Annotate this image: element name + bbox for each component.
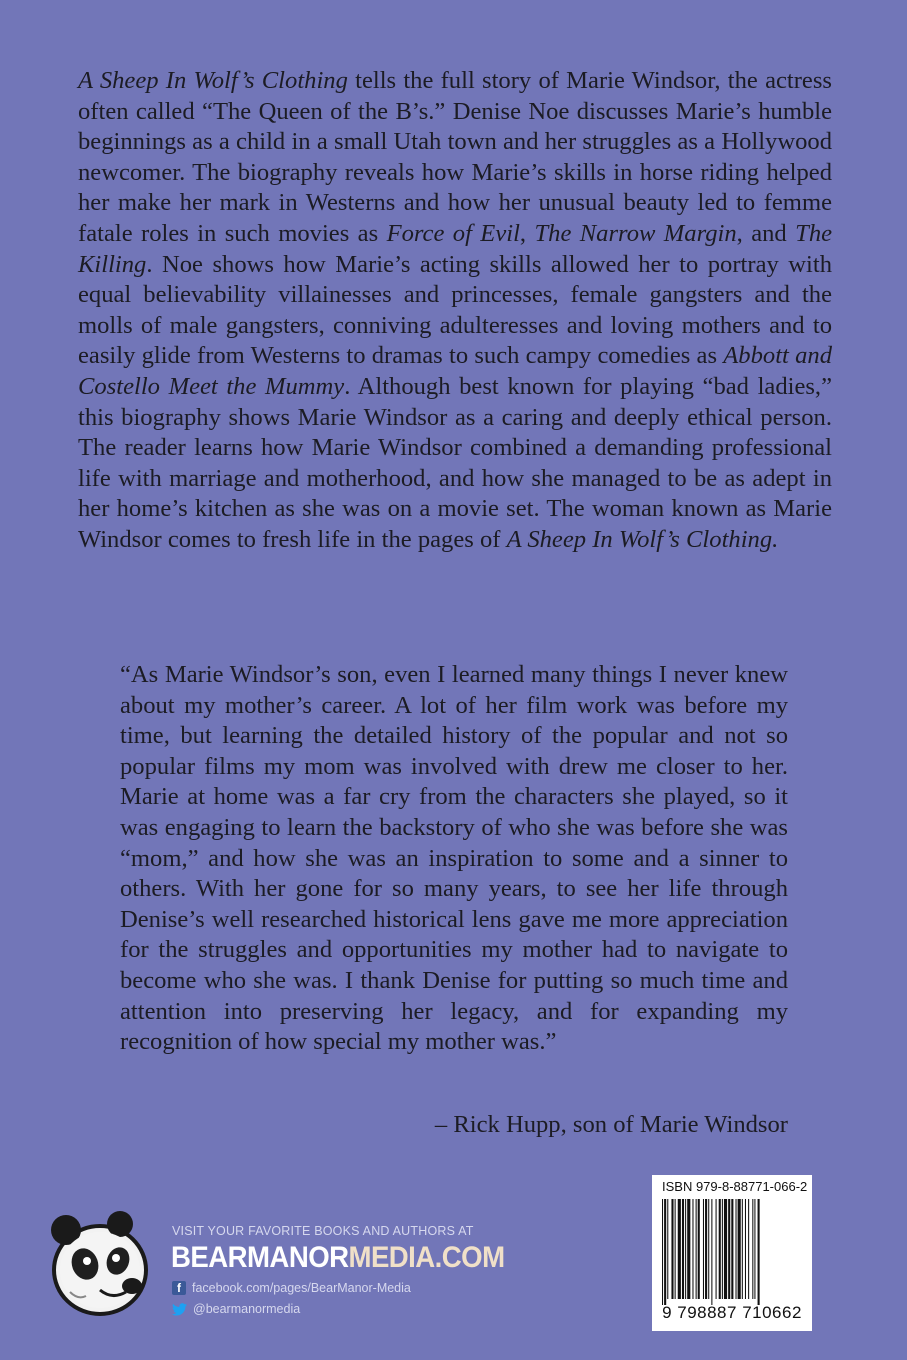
barcode-bar — [698, 1199, 700, 1299]
twitter-handle: @bearmanormedia — [193, 1302, 301, 1316]
barcode-bar — [675, 1199, 676, 1299]
facebook-url: facebook.com/pages/BearManor-Media — [192, 1281, 411, 1295]
barcode-bar — [716, 1199, 717, 1299]
book-description — [78, 66, 832, 556]
barcode-bars — [662, 1199, 802, 1305]
barcode-bar — [671, 1199, 673, 1299]
barcode-bar — [754, 1199, 755, 1299]
description-text: . Although best known for playing “bad ladies,” this biography shows Marie Windsor as a caring and deeply ethical person. The reader learns how Marie Windsor combined a demanding professional life with marriage and motherhood, and how she managed to be as adept in her home’s kitchen as she was on a movie set. The woman known as Marie Windsor comes to fresh life in the pages of — [78, 372, 832, 553]
barcode-bar — [685, 1199, 686, 1299]
publisher-visit-text: VISIT YOUR FAVORITE BOOKS AND AUTHORS AT — [172, 1224, 474, 1238]
barcode-bar — [711, 1199, 712, 1305]
barcode-bar — [696, 1199, 697, 1299]
barcode-bar — [742, 1199, 743, 1299]
film-title: Force of Evil — [386, 219, 520, 247]
book-title: A Sheep In Wolf’s Clothing. — [506, 525, 779, 553]
barcode-bar — [664, 1199, 666, 1305]
book-title: A Sheep In Wolf’s Clothing — [78, 67, 348, 94]
barcode-bar — [667, 1199, 668, 1299]
separator-text: , — [519, 219, 535, 247]
description-text: tells the full story of Marie Windsor, the actress often called “The Queen of the B’s.” Denise Noe discusses Marie’s humble beginnings as a child in a small Utah town and her struggles as a Hollywood newcomer. The biography reveals how Marie’s skills in horse riding helped her make her mark in Westerns and how her unusual beauty led to femme fatale roles in such movies as — [78, 67, 832, 247]
barcode-bar — [678, 1199, 681, 1299]
barcode-bar — [705, 1199, 707, 1299]
barcode-bar — [738, 1199, 741, 1299]
barcode-bar — [708, 1199, 709, 1299]
barcode-bar — [731, 1199, 733, 1299]
brand-part-two: MEDIA.COM — [348, 1241, 505, 1274]
barcode-bar — [719, 1199, 721, 1299]
film-title: The Killing — [78, 219, 833, 278]
isbn-barcode — [652, 1175, 812, 1331]
panda-icon — [40, 1206, 158, 1324]
barcode-digits: 9 798887 710662 — [662, 1303, 802, 1322]
description-text: . Noe shows how Marie’s acting skills allowed her to portray with equal believability villainesses and princesses, female gangsters and the molls of male gangsters, conniving adulteresses and loving mothers and to easily glide from Westerns to dramas to such campy comedies as — [78, 250, 832, 370]
twitter-icon — [172, 1303, 187, 1316]
testimonial-attribution: – Rick Hupp, son of Marie Windsor — [434, 1111, 788, 1138]
barcode-bar — [722, 1199, 723, 1299]
brand-part-one: BEARMANOR — [171, 1241, 349, 1274]
barcode-bar — [745, 1199, 746, 1299]
barcode-bar — [758, 1199, 760, 1305]
barcode-bar — [724, 1199, 727, 1299]
barcode-bar — [682, 1199, 684, 1299]
barcode-bar — [752, 1199, 753, 1299]
isbn-number: ISBN 979-8-88771-066-2 — [662, 1179, 808, 1194]
facebook-icon: f — [172, 1281, 186, 1295]
barcode-bar — [728, 1199, 730, 1299]
barcode-bar — [748, 1199, 749, 1299]
film-title: Abbott and Costello Meet the Mummy — [78, 342, 832, 400]
barcode-bar — [736, 1199, 737, 1299]
publisher-website-link[interactable] — [171, 1241, 505, 1275]
barcode-bar — [687, 1199, 690, 1299]
separator-text: , and — [736, 219, 796, 247]
facebook-link[interactable] — [172, 1281, 411, 1295]
testimonial-quote: “As Marie Windsor’s son, even I learned many things I never knew about my mother’s career. A lot of her film work was before my time, but learning the detailed history of the popular and not so popular films my mom was involved with drew me closer to her. Marie at home was a far cry from the characters she played, so it was engaging to learn the backstory of who she was before she was “mom,” and how she was an inspiration to some and a sinner to others. With her gone for so many years, to see her life through Denise’s well researched historical lens gave me more appreciation for the struggles and opportunities my mother had to navigate to become who she was. I thank Denise for putting so much time and attention into preserving her legacy, and for expanding my recognition of how special my mother was.” — [120, 661, 788, 1056]
barcode-bar — [703, 1199, 704, 1299]
barcode-bar — [662, 1199, 663, 1305]
film-title: The Narrow Margin — [534, 219, 737, 247]
twitter-link[interactable] — [172, 1302, 300, 1316]
barcode-bar — [692, 1199, 693, 1299]
